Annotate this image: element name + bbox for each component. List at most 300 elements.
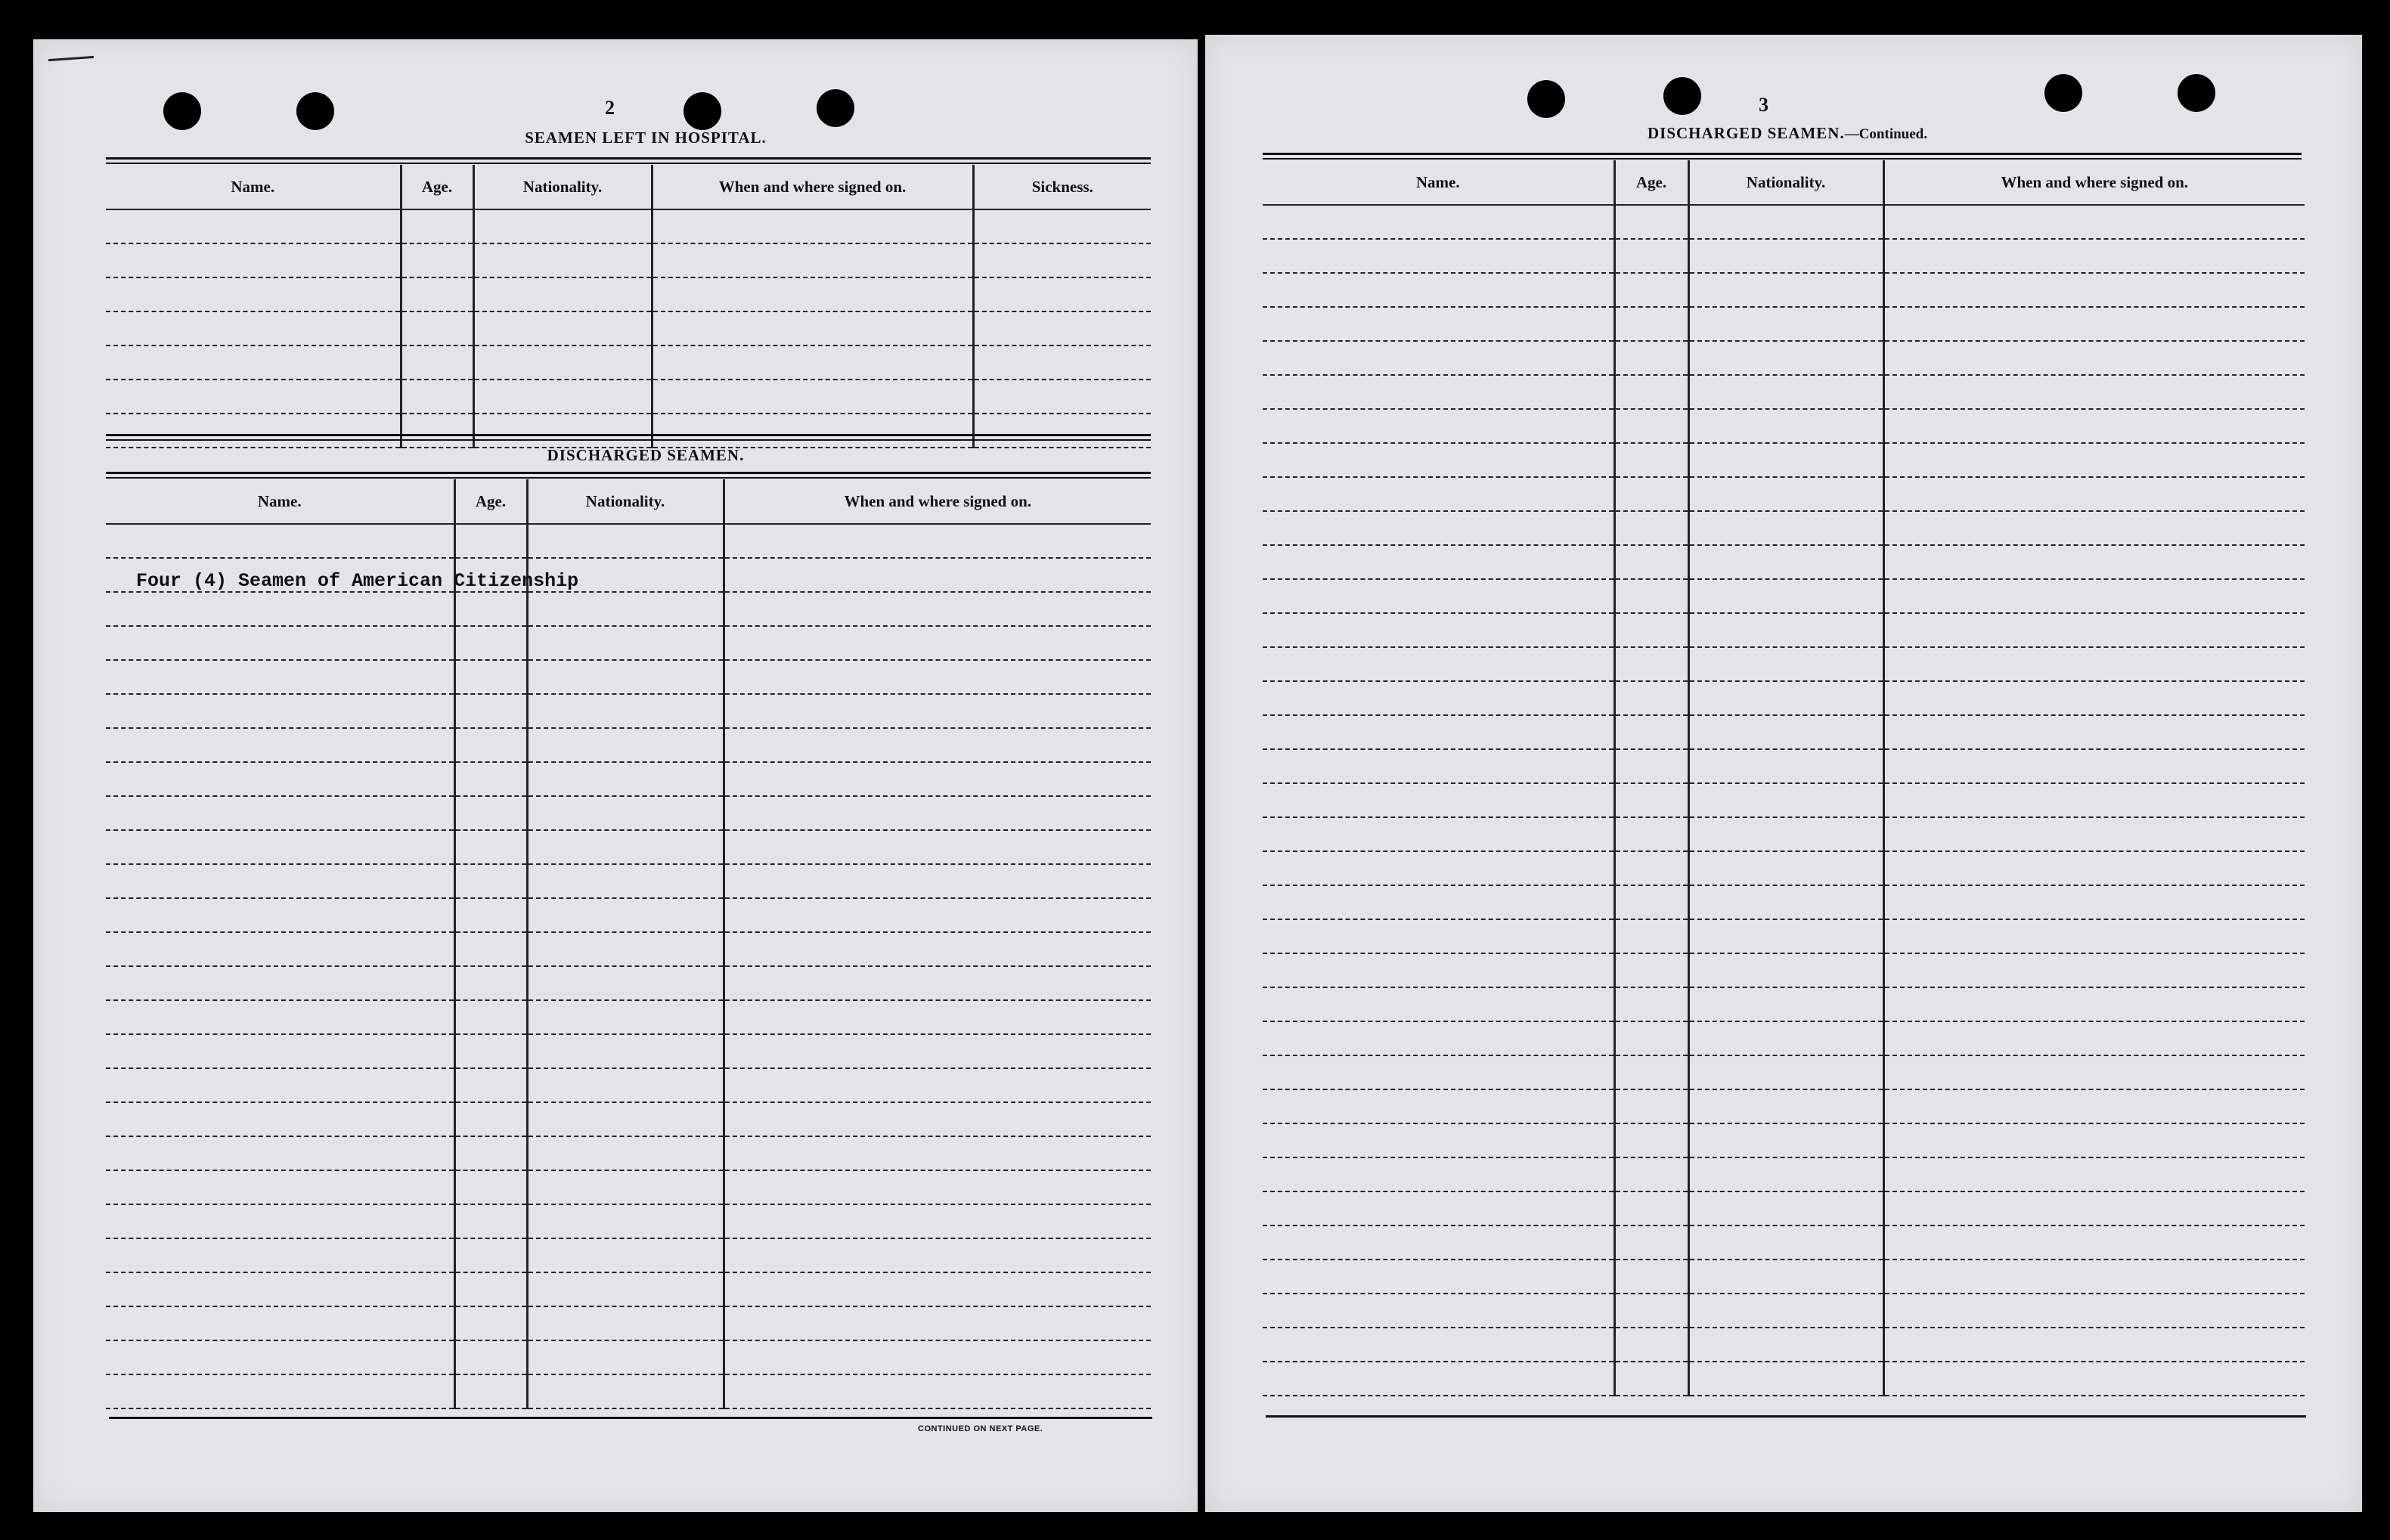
table-row [106, 1034, 1151, 1068]
table-cell[interactable] [1614, 375, 1688, 409]
table-cell[interactable] [1883, 477, 2305, 511]
table-row [106, 932, 1151, 966]
table-row [106, 1204, 1151, 1238]
table-cell[interactable] [454, 966, 527, 1000]
table-cell[interactable] [724, 1170, 1151, 1204]
table-cell[interactable] [1883, 681, 2305, 715]
table-row [1263, 341, 2305, 375]
table-cell[interactable] [106, 592, 454, 626]
table-cell[interactable] [527, 1034, 724, 1068]
table-cell[interactable] [1263, 511, 1614, 545]
table-cell[interactable] [106, 1374, 454, 1408]
table-row [106, 626, 1151, 660]
table-cell[interactable] [454, 1374, 527, 1408]
table-cell[interactable] [454, 1204, 527, 1238]
table-cell[interactable] [1688, 613, 1883, 647]
table-cell[interactable] [1883, 1123, 2305, 1157]
table-row [106, 762, 1151, 796]
table-row [1263, 273, 2305, 307]
table-cell[interactable] [1883, 443, 2305, 477]
table-cell[interactable] [454, 1102, 527, 1136]
table-cell[interactable] [1688, 205, 1883, 239]
table-row [1263, 511, 2305, 545]
table-cell[interactable] [1883, 307, 2305, 341]
table-cell[interactable] [1614, 239, 1688, 273]
table-cell[interactable] [1688, 987, 1883, 1021]
table-cell[interactable] [1614, 477, 1688, 511]
table-cell[interactable] [1688, 919, 1883, 953]
table-cell[interactable] [454, 1136, 527, 1170]
table-cell[interactable] [1263, 715, 1614, 749]
table-cell[interactable] [1688, 443, 1883, 477]
table-cell[interactable] [454, 1170, 527, 1204]
table-cell[interactable] [1688, 341, 1883, 375]
table-cell[interactable] [724, 966, 1151, 1000]
table-row [1263, 307, 2305, 341]
table-row [1263, 375, 2305, 409]
table-cell[interactable] [1883, 1021, 2305, 1055]
table-cell[interactable] [1263, 783, 1614, 817]
table-cell[interactable] [1263, 545, 1614, 579]
table-cell[interactable] [1883, 851, 2305, 885]
table-cell[interactable] [106, 660, 454, 694]
table-cell[interactable] [1688, 1191, 1883, 1225]
table-cell[interactable] [1614, 1225, 1688, 1260]
table-cell[interactable] [1614, 1260, 1688, 1294]
table-row [1263, 239, 2305, 273]
table-cell[interactable] [527, 728, 724, 762]
table-cell[interactable] [1688, 1328, 1883, 1362]
table-cell[interactable] [1883, 1294, 2305, 1328]
table-cell[interactable] [1263, 681, 1614, 715]
table-cell[interactable] [1614, 341, 1688, 375]
table-cell[interactable] [724, 1272, 1151, 1306]
table-cell[interactable] [1614, 613, 1688, 647]
column-header-sickness: Sickness. [973, 165, 1151, 209]
table-cell[interactable] [1883, 919, 2305, 953]
table-cell[interactable] [1263, 1089, 1614, 1123]
table-cell[interactable] [454, 728, 527, 762]
table-cell[interactable] [1614, 443, 1688, 477]
table-cell[interactable] [1263, 443, 1614, 477]
table-cell[interactable] [724, 1306, 1151, 1340]
table-cell[interactable] [1614, 783, 1688, 817]
table-cell[interactable] [1883, 613, 2305, 647]
table-cell[interactable] [1614, 647, 1688, 681]
table-cell[interactable] [1614, 511, 1688, 545]
table-cell[interactable] [724, 898, 1151, 932]
table-row [1263, 205, 2305, 239]
table-cell[interactable] [1614, 1089, 1688, 1123]
table-cell[interactable] [1263, 307, 1614, 341]
table-cell[interactable] [106, 1204, 454, 1238]
table-cell[interactable] [454, 796, 527, 830]
table-cell[interactable] [1883, 715, 2305, 749]
table-cell[interactable] [724, 524, 1151, 558]
table-cell[interactable] [106, 1340, 454, 1374]
table-cell[interactable] [1883, 1055, 2305, 1089]
table-cell[interactable] [1614, 1294, 1688, 1328]
table-cell[interactable] [106, 830, 454, 864]
table-cell[interactable] [724, 932, 1151, 966]
table-row [1263, 1260, 2305, 1294]
table-cell[interactable] [1263, 1225, 1614, 1260]
table-cell[interactable] [106, 1136, 454, 1170]
table-cell[interactable] [527, 660, 724, 694]
table-cell[interactable] [1263, 239, 1614, 273]
table-cell[interactable] [1263, 1123, 1614, 1157]
table-cell[interactable] [1614, 273, 1688, 307]
table-cell[interactable] [106, 932, 454, 966]
table-cell[interactable] [106, 1034, 454, 1068]
table-cell[interactable] [1883, 647, 2305, 681]
table-cell[interactable] [724, 626, 1151, 660]
table-cell[interactable] [527, 966, 724, 1000]
table-cell[interactable] [1688, 817, 1883, 851]
table-cell[interactable] [1688, 375, 1883, 409]
table-cell[interactable] [1614, 885, 1688, 919]
table-cell[interactable] [1263, 375, 1614, 409]
table-cell[interactable] [1883, 987, 2305, 1021]
table-cell[interactable] [724, 1136, 1151, 1170]
table-cell[interactable] [106, 966, 454, 1000]
table-cell[interactable] [1688, 477, 1883, 511]
table-cell[interactable] [454, 898, 527, 932]
table-cell[interactable] [1688, 1123, 1883, 1157]
table-cell[interactable] [106, 1170, 454, 1204]
table-cell[interactable] [106, 694, 454, 728]
table-cell[interactable] [1263, 885, 1614, 919]
table-cell[interactable] [1883, 511, 2305, 545]
table-cell[interactable] [527, 1374, 724, 1408]
table-cell[interactable] [1614, 919, 1688, 953]
table-cell[interactable] [527, 898, 724, 932]
table-cell[interactable] [454, 762, 527, 796]
table-cell[interactable] [527, 1306, 724, 1340]
table-cell[interactable] [1263, 987, 1614, 1021]
table-cell[interactable] [1883, 749, 2305, 783]
table-cell[interactable] [724, 1034, 1151, 1068]
table-cell[interactable] [1883, 953, 2305, 987]
table-cell[interactable] [1883, 1362, 2305, 1396]
table-cell[interactable] [1688, 1362, 1883, 1396]
table-cell[interactable] [106, 898, 454, 932]
table-cell[interactable] [724, 1374, 1151, 1408]
table-cell[interactable] [454, 1272, 527, 1306]
table-row [106, 414, 1151, 448]
table-cell[interactable] [106, 524, 454, 558]
table-cell[interactable] [106, 762, 454, 796]
table-row [1263, 987, 2305, 1021]
table-cell[interactable] [724, 796, 1151, 830]
table-cell[interactable] [454, 1000, 527, 1034]
table-cell[interactable] [1614, 1055, 1688, 1089]
table-cell[interactable] [454, 1306, 527, 1340]
table-cell[interactable] [1614, 817, 1688, 851]
table-cell[interactable] [1263, 851, 1614, 885]
table-cell[interactable] [1883, 1157, 2305, 1191]
table-cell[interactable] [527, 830, 724, 864]
table-cell[interactable] [1883, 409, 2305, 443]
punch-hole [2178, 74, 2215, 112]
table-cell[interactable] [454, 524, 527, 558]
table-cell[interactable] [454, 694, 527, 728]
table-cell[interactable] [1614, 579, 1688, 613]
table-cell[interactable] [106, 796, 454, 830]
table-cell[interactable] [1883, 205, 2305, 239]
table-cell[interactable] [1263, 1157, 1614, 1191]
table-row [106, 1272, 1151, 1306]
table-cell[interactable] [1883, 1260, 2305, 1294]
table-cell[interactable] [1688, 409, 1883, 443]
table-cell[interactable] [1614, 987, 1688, 1021]
table-cell[interactable] [1614, 1191, 1688, 1225]
table-cell[interactable] [1614, 953, 1688, 987]
table-cell[interactable] [527, 762, 724, 796]
table-cell[interactable] [1263, 1362, 1614, 1396]
table-cell[interactable] [1688, 1294, 1883, 1328]
table-cell[interactable] [724, 660, 1151, 694]
table-cell[interactable] [1263, 1021, 1614, 1055]
table-cell[interactable] [1263, 647, 1614, 681]
table-cell[interactable] [527, 932, 724, 966]
table-cell[interactable] [454, 830, 527, 864]
table-cell[interactable] [1883, 579, 2305, 613]
table-cell[interactable] [1688, 1157, 1883, 1191]
table-cell[interactable] [1883, 239, 2305, 273]
punch-hole [1663, 77, 1701, 115]
table-row [1263, 1294, 2305, 1328]
table-cell[interactable] [1688, 273, 1883, 307]
table-cell[interactable] [1688, 579, 1883, 613]
table-cell[interactable] [106, 1068, 454, 1102]
table-cell[interactable] [1688, 783, 1883, 817]
table-cell[interactable] [1688, 511, 1883, 545]
table-cell[interactable] [527, 626, 724, 660]
table-cell[interactable] [1263, 409, 1614, 443]
table-cell[interactable] [724, 1238, 1151, 1272]
table-cell[interactable] [1688, 749, 1883, 783]
table-cell[interactable] [527, 592, 724, 626]
column-header-nationality: Nationality. [1688, 160, 1883, 205]
table-cell[interactable] [724, 592, 1151, 626]
table-cell[interactable] [1614, 1362, 1688, 1396]
table-cell[interactable] [454, 660, 527, 694]
table-cell[interactable] [1688, 1021, 1883, 1055]
table-cell[interactable] [106, 1272, 454, 1306]
table-row [1263, 1328, 2305, 1362]
page-title [1538, 124, 2037, 143]
table-cell[interactable] [1263, 341, 1614, 375]
table-row [1263, 579, 2305, 613]
table-cell[interactable] [527, 1238, 724, 1272]
table-cell[interactable] [527, 1204, 724, 1238]
table-cell[interactable] [1688, 715, 1883, 749]
table-cell[interactable] [1263, 477, 1614, 511]
table-cell[interactable] [527, 1170, 724, 1204]
table-cell[interactable] [1263, 1055, 1614, 1089]
table-row [1263, 1225, 2305, 1260]
table-row [106, 277, 1151, 311]
table-cell[interactable] [527, 1340, 724, 1374]
table-cell[interactable] [1263, 1191, 1614, 1225]
table-cell[interactable] [724, 1000, 1151, 1034]
table-cell[interactable] [1263, 919, 1614, 953]
table-cell[interactable] [1263, 613, 1614, 647]
table-row [1263, 715, 2305, 749]
title-text: DISCHARGED SEAMEN. [1648, 124, 1845, 142]
table-cell[interactable] [1614, 851, 1688, 885]
table-cell[interactable] [106, 1306, 454, 1340]
table-cell[interactable] [454, 864, 527, 898]
table-cell[interactable] [454, 1034, 527, 1068]
table-cell[interactable] [1263, 817, 1614, 851]
punch-hole [2044, 74, 2082, 112]
table-cell[interactable] [454, 1068, 527, 1102]
table-cell[interactable] [1614, 409, 1688, 443]
table-cell[interactable] [1614, 1021, 1688, 1055]
table-row [106, 592, 1151, 626]
table-cell[interactable] [527, 796, 724, 830]
table-row [1263, 545, 2305, 579]
table-cell[interactable] [1614, 205, 1688, 239]
hospital-top-rule [106, 157, 1151, 164]
table-cell[interactable] [1688, 307, 1883, 341]
top-rule [1263, 153, 2302, 160]
table-cell[interactable] [1883, 1191, 2305, 1225]
table-cell[interactable] [724, 1102, 1151, 1136]
table-row [106, 864, 1151, 898]
table-row [106, 966, 1151, 1000]
table-cell[interactable] [527, 1000, 724, 1034]
table-cell[interactable] [454, 932, 527, 966]
table-cell[interactable] [1688, 1225, 1883, 1260]
table-cell[interactable] [1883, 375, 2305, 409]
table-row [106, 728, 1151, 762]
table-cell[interactable] [724, 1068, 1151, 1102]
table-cell[interactable] [527, 1102, 724, 1136]
table-cell[interactable] [1688, 1260, 1883, 1294]
table-cell[interactable] [106, 864, 454, 898]
table-cell[interactable] [1688, 1055, 1883, 1089]
table-cell[interactable] [724, 1340, 1151, 1374]
table-cell[interactable] [1883, 1328, 2305, 1362]
table-cell[interactable] [1883, 817, 2305, 851]
table-cell[interactable] [106, 728, 454, 762]
table-cell[interactable] [1883, 1225, 2305, 1260]
table-cell[interactable] [1614, 1123, 1688, 1157]
table-cell[interactable] [527, 1068, 724, 1102]
punch-hole [163, 92, 201, 130]
table-cell[interactable] [454, 626, 527, 660]
title-suffix: —Continued. [1844, 126, 1927, 142]
table-row [106, 1068, 1151, 1102]
table-cell[interactable] [1263, 1260, 1614, 1294]
table-cell[interactable] [106, 626, 454, 660]
table-cell[interactable] [1688, 851, 1883, 885]
table-cell[interactable] [724, 558, 1151, 592]
table-cell[interactable] [724, 1204, 1151, 1238]
table-row [106, 1136, 1151, 1170]
table-cell[interactable] [1883, 783, 2305, 817]
table-row [1263, 681, 2305, 715]
table-cell[interactable] [527, 864, 724, 898]
table-cell[interactable] [1614, 681, 1688, 715]
table-cell[interactable] [1614, 1157, 1688, 1191]
page-number: 3 [1759, 94, 1768, 116]
table-cell[interactable] [1688, 239, 1883, 273]
table-row [106, 1340, 1151, 1374]
table-cell[interactable] [1688, 953, 1883, 987]
table-cell[interactable] [106, 1238, 454, 1272]
table-cell[interactable] [1883, 273, 2305, 307]
table-cell[interactable] [1688, 545, 1883, 579]
table-cell[interactable] [1263, 205, 1614, 239]
table-cell[interactable] [724, 694, 1151, 728]
table-cell[interactable] [724, 728, 1151, 762]
table-cell[interactable] [1688, 885, 1883, 919]
table-cell[interactable] [106, 1102, 454, 1136]
discharged-table [106, 479, 1151, 1409]
table-cell[interactable] [1263, 579, 1614, 613]
table-cell[interactable] [1263, 1328, 1614, 1362]
table-cell[interactable] [1883, 545, 2305, 579]
typed-entry: Four (4) Seamen of American Citizenship [136, 570, 579, 592]
table-cell[interactable] [1263, 749, 1614, 783]
table-cell[interactable] [1883, 1089, 2305, 1123]
table-cell[interactable] [724, 864, 1151, 898]
table-cell[interactable] [1263, 953, 1614, 987]
table-cell[interactable] [1614, 545, 1688, 579]
table-cell[interactable] [1614, 307, 1688, 341]
column-header-signed-on: When and where signed on. [652, 165, 973, 209]
bottom-rule [1266, 1415, 2306, 1418]
table-cell[interactable] [1263, 1294, 1614, 1328]
table-cell[interactable] [106, 1000, 454, 1034]
table-cell[interactable] [1883, 885, 2305, 919]
table-cell[interactable] [1883, 341, 2305, 375]
punch-hole [1527, 80, 1565, 118]
table-cell[interactable] [1263, 273, 1614, 307]
table-cell[interactable] [1614, 749, 1688, 783]
table-cell[interactable] [1688, 1089, 1883, 1123]
table-cell[interactable] [527, 1136, 724, 1170]
table-cell[interactable] [1688, 681, 1883, 715]
table-row [106, 1000, 1151, 1034]
column-header-name: Name. [106, 165, 401, 209]
table-cell[interactable] [724, 830, 1151, 864]
table-cell[interactable] [1614, 715, 1688, 749]
table-cell[interactable] [724, 762, 1151, 796]
table-cell[interactable] [454, 1340, 527, 1374]
table-row [106, 243, 1151, 277]
table-cell[interactable] [527, 1272, 724, 1306]
table-cell[interactable] [454, 1238, 527, 1272]
table-cell[interactable] [1688, 647, 1883, 681]
table-cell[interactable] [527, 524, 724, 558]
table-cell[interactable] [1614, 1328, 1688, 1362]
table-cell[interactable] [454, 592, 527, 626]
table-row [1263, 749, 2305, 783]
table-row [106, 1170, 1151, 1204]
table-row [1263, 1089, 2305, 1123]
table-cell[interactable] [527, 694, 724, 728]
table-row [1263, 953, 2305, 987]
table-row [106, 1306, 1151, 1340]
column-header-nationality: Nationality. [527, 479, 724, 524]
table-row [1263, 1055, 2305, 1089]
table-row [1263, 443, 2305, 477]
